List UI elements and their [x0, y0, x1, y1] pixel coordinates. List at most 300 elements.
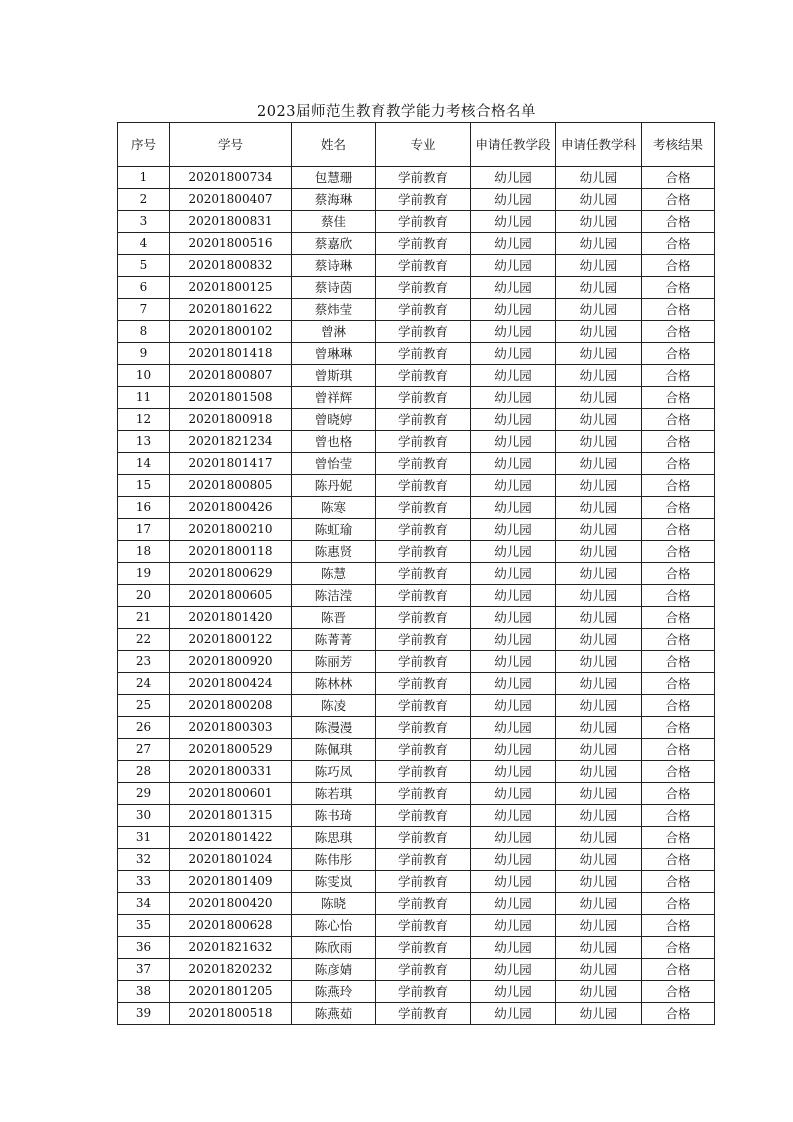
cell-major: 学前教育	[376, 849, 471, 871]
cell-teaching-level: 幼儿园	[471, 409, 556, 431]
col-header-student-id: 学号	[170, 123, 292, 167]
cell-name: 曾晓婷	[292, 409, 376, 431]
cell-index: 14	[118, 453, 170, 475]
cell-name: 陈菁菁	[292, 629, 376, 651]
col-header-name: 姓名	[292, 123, 376, 167]
table-row	[118, 497, 715, 519]
table-row	[118, 321, 715, 343]
cell-index: 6	[118, 277, 170, 299]
cell-teaching-subject: 幼儿园	[556, 695, 642, 717]
cell-teaching-subject: 幼儿园	[556, 607, 642, 629]
cell-student-id: 20201800426	[170, 497, 292, 519]
cell-index: 24	[118, 673, 170, 695]
cell-teaching-subject: 幼儿园	[556, 937, 642, 959]
cell-student-id: 20201800807	[170, 365, 292, 387]
cell-teaching-subject: 幼儿园	[556, 629, 642, 651]
cell-result: 合格	[642, 629, 715, 651]
cell-student-id: 20201801024	[170, 849, 292, 871]
cell-index: 37	[118, 959, 170, 981]
cell-student-id: 20201800920	[170, 651, 292, 673]
cell-student-id: 20201800518	[170, 1003, 292, 1025]
cell-name: 蔡诗茵	[292, 277, 376, 299]
table-row	[118, 849, 715, 871]
cell-student-id: 20201800210	[170, 519, 292, 541]
cell-teaching-level: 幼儿园	[471, 981, 556, 1003]
cell-teaching-subject: 幼儿园	[556, 871, 642, 893]
cell-major: 学前教育	[376, 827, 471, 849]
table-row	[118, 629, 715, 651]
cell-teaching-subject: 幼儿园	[556, 277, 642, 299]
cell-result: 合格	[642, 519, 715, 541]
cell-result: 合格	[642, 937, 715, 959]
cell-teaching-subject: 幼儿园	[556, 893, 642, 915]
table-row	[118, 475, 715, 497]
table-row	[118, 299, 715, 321]
cell-index: 20	[118, 585, 170, 607]
cell-teaching-level: 幼儿园	[471, 453, 556, 475]
cell-result: 合格	[642, 255, 715, 277]
cell-student-id: 20201801409	[170, 871, 292, 893]
table-row	[118, 959, 715, 981]
cell-index: 34	[118, 893, 170, 915]
table-row	[118, 761, 715, 783]
cell-index: 16	[118, 497, 170, 519]
cell-result: 合格	[642, 871, 715, 893]
table-row	[118, 783, 715, 805]
cell-student-id: 20201800629	[170, 563, 292, 585]
table-row	[118, 739, 715, 761]
document-title: 2023届师范生教育教学能力考核合格名单	[257, 104, 536, 120]
cell-teaching-subject: 幼儿园	[556, 585, 642, 607]
cell-teaching-level: 幼儿园	[471, 827, 556, 849]
table-row	[118, 365, 715, 387]
cell-result: 合格	[642, 409, 715, 431]
cell-teaching-subject: 幼儿园	[556, 497, 642, 519]
cell-student-id: 20201800303	[170, 717, 292, 739]
table-row	[118, 541, 715, 563]
cell-name: 陈思琪	[292, 827, 376, 849]
cell-teaching-level: 幼儿园	[471, 519, 556, 541]
cell-index: 12	[118, 409, 170, 431]
cell-result: 合格	[642, 827, 715, 849]
cell-teaching-level: 幼儿园	[471, 761, 556, 783]
cell-index: 28	[118, 761, 170, 783]
cell-major: 学前教育	[376, 783, 471, 805]
cell-index: 31	[118, 827, 170, 849]
cell-result: 合格	[642, 959, 715, 981]
cell-index: 19	[118, 563, 170, 585]
cell-index: 32	[118, 849, 170, 871]
cell-teaching-level: 幼儿园	[471, 871, 556, 893]
cell-major: 学前教育	[376, 321, 471, 343]
cell-student-id: 20201801418	[170, 343, 292, 365]
cell-major: 学前教育	[376, 475, 471, 497]
cell-result: 合格	[642, 277, 715, 299]
table-row	[118, 915, 715, 937]
cell-student-id: 20201821234	[170, 431, 292, 453]
cell-teaching-level: 幼儿园	[471, 607, 556, 629]
cell-major: 学前教育	[376, 1003, 471, 1025]
cell-teaching-subject: 幼儿园	[556, 783, 642, 805]
cell-teaching-subject: 幼儿园	[556, 167, 642, 189]
cell-name: 陈慧	[292, 563, 376, 585]
cell-name: 陈欣雨	[292, 937, 376, 959]
cell-name: 陈丽芳	[292, 651, 376, 673]
table-row	[118, 563, 715, 585]
cell-teaching-level: 幼儿园	[471, 233, 556, 255]
cell-result: 合格	[642, 607, 715, 629]
table-row	[118, 189, 715, 211]
cell-index: 35	[118, 915, 170, 937]
cell-name: 蔡嘉欣	[292, 233, 376, 255]
cell-teaching-subject: 幼儿园	[556, 651, 642, 673]
cell-index: 1	[118, 167, 170, 189]
cell-teaching-subject: 幼儿园	[556, 409, 642, 431]
cell-name: 曾怡莹	[292, 453, 376, 475]
cell-name: 陈彦婧	[292, 959, 376, 981]
cell-index: 4	[118, 233, 170, 255]
table-row	[118, 893, 715, 915]
table-row	[118, 409, 715, 431]
cell-name: 陈林林	[292, 673, 376, 695]
cell-major: 学前教育	[376, 871, 471, 893]
cell-major: 学前教育	[376, 189, 471, 211]
cell-index: 2	[118, 189, 170, 211]
table-row	[118, 233, 715, 255]
cell-name: 曾斯琪	[292, 365, 376, 387]
cell-student-id: 20201800331	[170, 761, 292, 783]
cell-teaching-subject: 幼儿园	[556, 673, 642, 695]
cell-student-id: 20201800529	[170, 739, 292, 761]
cell-student-id: 20201800831	[170, 211, 292, 233]
table-row	[118, 585, 715, 607]
cell-teaching-subject: 幼儿园	[556, 981, 642, 1003]
table-row	[118, 871, 715, 893]
cell-teaching-level: 幼儿园	[471, 739, 556, 761]
cell-major: 学前教育	[376, 673, 471, 695]
cell-index: 29	[118, 783, 170, 805]
cell-name: 蔡海琳	[292, 189, 376, 211]
cell-teaching-level: 幼儿园	[471, 431, 556, 453]
table-row	[118, 607, 715, 629]
cell-result: 合格	[642, 849, 715, 871]
cell-student-id: 20201800628	[170, 915, 292, 937]
cell-teaching-level: 幼儿园	[471, 321, 556, 343]
cell-major: 学前教育	[376, 805, 471, 827]
cell-major: 学前教育	[376, 893, 471, 915]
cell-index: 9	[118, 343, 170, 365]
cell-student-id: 20201800122	[170, 629, 292, 651]
cell-name: 陈洁滢	[292, 585, 376, 607]
table-row	[118, 717, 715, 739]
cell-teaching-level: 幼儿园	[471, 343, 556, 365]
table-row	[118, 167, 715, 189]
cell-result: 合格	[642, 431, 715, 453]
cell-result: 合格	[642, 563, 715, 585]
cell-major: 学前教育	[376, 585, 471, 607]
cell-name: 蔡炜莹	[292, 299, 376, 321]
cell-major: 学前教育	[376, 255, 471, 277]
cell-major: 学前教育	[376, 343, 471, 365]
cell-student-id: 20201800102	[170, 321, 292, 343]
cell-teaching-level: 幼儿园	[471, 673, 556, 695]
cell-name: 包慧珊	[292, 167, 376, 189]
cell-result: 合格	[642, 299, 715, 321]
cell-result: 合格	[642, 497, 715, 519]
cell-student-id: 20201800118	[170, 541, 292, 563]
cell-major: 学前教育	[376, 497, 471, 519]
cell-index: 8	[118, 321, 170, 343]
cell-student-id: 20201821632	[170, 937, 292, 959]
cell-student-id: 20201800605	[170, 585, 292, 607]
cell-result: 合格	[642, 783, 715, 805]
cell-teaching-level: 幼儿园	[471, 497, 556, 519]
cell-index: 7	[118, 299, 170, 321]
cell-major: 学前教育	[376, 695, 471, 717]
table-row	[118, 651, 715, 673]
cell-result: 合格	[642, 1003, 715, 1025]
cell-teaching-subject: 幼儿园	[556, 541, 642, 563]
cell-result: 合格	[642, 541, 715, 563]
cell-index: 15	[118, 475, 170, 497]
cell-teaching-level: 幼儿园	[471, 959, 556, 981]
cell-teaching-subject: 幼儿园	[556, 915, 642, 937]
cell-name: 陈若琪	[292, 783, 376, 805]
cell-teaching-subject: 幼儿园	[556, 453, 642, 475]
cell-name: 曾琳琳	[292, 343, 376, 365]
cell-major: 学前教育	[376, 519, 471, 541]
table-row	[118, 937, 715, 959]
table-row	[118, 1003, 715, 1025]
cell-result: 合格	[642, 915, 715, 937]
cell-index: 23	[118, 651, 170, 673]
cell-index: 33	[118, 871, 170, 893]
cell-index: 13	[118, 431, 170, 453]
cell-result: 合格	[642, 321, 715, 343]
cell-name: 陈佩琪	[292, 739, 376, 761]
cell-index: 38	[118, 981, 170, 1003]
cell-name: 曾祥辉	[292, 387, 376, 409]
cell-result: 合格	[642, 893, 715, 915]
cell-student-id: 20201800424	[170, 673, 292, 695]
cell-teaching-level: 幼儿园	[471, 277, 556, 299]
cell-major: 学前教育	[376, 299, 471, 321]
cell-result: 合格	[642, 673, 715, 695]
cell-index: 5	[118, 255, 170, 277]
cell-teaching-subject: 幼儿园	[556, 299, 642, 321]
cell-name: 陈心怡	[292, 915, 376, 937]
table-row	[118, 695, 715, 717]
cell-student-id: 20201800125	[170, 277, 292, 299]
cell-name: 陈凌	[292, 695, 376, 717]
cell-teaching-subject: 幼儿园	[556, 211, 642, 233]
cell-major: 学前教育	[376, 739, 471, 761]
cell-result: 合格	[642, 365, 715, 387]
cell-student-id: 20201800208	[170, 695, 292, 717]
cell-major: 学前教育	[376, 409, 471, 431]
cell-teaching-level: 幼儿园	[471, 937, 556, 959]
cell-student-id: 20201801622	[170, 299, 292, 321]
cell-teaching-subject: 幼儿园	[556, 849, 642, 871]
col-header-result: 考核结果	[642, 123, 715, 167]
cell-name: 陈虹瑜	[292, 519, 376, 541]
cell-teaching-level: 幼儿园	[471, 563, 556, 585]
cell-name: 曾也格	[292, 431, 376, 453]
table-body	[118, 167, 715, 1025]
table-row	[118, 343, 715, 365]
cell-teaching-level: 幼儿园	[471, 585, 556, 607]
cell-teaching-subject: 幼儿园	[556, 739, 642, 761]
cell-teaching-subject: 幼儿园	[556, 475, 642, 497]
cell-index: 39	[118, 1003, 170, 1025]
cell-major: 学前教育	[376, 981, 471, 1003]
cell-major: 学前教育	[376, 541, 471, 563]
cell-major: 学前教育	[376, 453, 471, 475]
cell-major: 学前教育	[376, 761, 471, 783]
cell-student-id: 20201800734	[170, 167, 292, 189]
cell-student-id: 20201800918	[170, 409, 292, 431]
cell-name: 蔡诗琳	[292, 255, 376, 277]
cell-index: 21	[118, 607, 170, 629]
cell-teaching-level: 幼儿园	[471, 255, 556, 277]
table-row	[118, 387, 715, 409]
cell-teaching-subject: 幼儿园	[556, 387, 642, 409]
cell-name: 陈伟彤	[292, 849, 376, 871]
cell-teaching-level: 幼儿园	[471, 651, 556, 673]
cell-student-id: 20201801508	[170, 387, 292, 409]
cell-result: 合格	[642, 475, 715, 497]
cell-index: 18	[118, 541, 170, 563]
col-header-teaching-level: 申请任教学段	[471, 123, 556, 167]
cell-index: 22	[118, 629, 170, 651]
cell-result: 合格	[642, 695, 715, 717]
cell-index: 17	[118, 519, 170, 541]
cell-teaching-level: 幼儿园	[471, 849, 556, 871]
col-header-index: 序号	[118, 123, 170, 167]
cell-teaching-level: 幼儿园	[471, 475, 556, 497]
cell-index: 26	[118, 717, 170, 739]
cell-teaching-level: 幼儿园	[471, 695, 556, 717]
cell-major: 学前教育	[376, 607, 471, 629]
table-row	[118, 255, 715, 277]
table-row	[118, 519, 715, 541]
cell-name: 陈燕茹	[292, 1003, 376, 1025]
cell-student-id: 20201801422	[170, 827, 292, 849]
cell-teaching-subject: 幼儿园	[556, 233, 642, 255]
cell-teaching-level: 幼儿园	[471, 189, 556, 211]
cell-major: 学前教育	[376, 937, 471, 959]
cell-teaching-subject: 幼儿园	[556, 761, 642, 783]
cell-student-id: 20201800601	[170, 783, 292, 805]
cell-name: 陈巧凤	[292, 761, 376, 783]
cell-teaching-subject: 幼儿园	[556, 717, 642, 739]
cell-student-id: 20201800805	[170, 475, 292, 497]
cell-major: 学前教育	[376, 915, 471, 937]
cell-teaching-level: 幼儿园	[471, 629, 556, 651]
cell-teaching-subject: 幼儿园	[556, 959, 642, 981]
cell-name: 陈书琦	[292, 805, 376, 827]
table-row	[118, 805, 715, 827]
cell-teaching-level: 幼儿园	[471, 783, 556, 805]
cell-teaching-level: 幼儿园	[471, 893, 556, 915]
cell-name: 陈丹妮	[292, 475, 376, 497]
cell-result: 合格	[642, 167, 715, 189]
cell-name: 陈漫漫	[292, 717, 376, 739]
cell-student-id: 20201800407	[170, 189, 292, 211]
cell-teaching-subject: 幼儿园	[556, 519, 642, 541]
cell-major: 学前教育	[376, 211, 471, 233]
col-header-teaching-subject: 申请任教学科	[556, 123, 642, 167]
cell-student-id: 20201820232	[170, 959, 292, 981]
cell-major: 学前教育	[376, 431, 471, 453]
cell-teaching-level: 幼儿园	[471, 1003, 556, 1025]
cell-teaching-level: 幼儿园	[471, 299, 556, 321]
cell-result: 合格	[642, 387, 715, 409]
cell-index: 11	[118, 387, 170, 409]
cell-teaching-subject: 幼儿园	[556, 431, 642, 453]
cell-result: 合格	[642, 981, 715, 1003]
cell-teaching-level: 幼儿园	[471, 211, 556, 233]
cell-name: 陈燕玲	[292, 981, 376, 1003]
cell-result: 合格	[642, 343, 715, 365]
table-row	[118, 431, 715, 453]
header-row	[118, 123, 715, 167]
cell-name: 陈惠贤	[292, 541, 376, 563]
cell-student-id: 20201801205	[170, 981, 292, 1003]
cell-teaching-subject: 幼儿园	[556, 343, 642, 365]
table-row	[118, 827, 715, 849]
cell-teaching-subject: 幼儿园	[556, 563, 642, 585]
cell-result: 合格	[642, 585, 715, 607]
cell-student-id: 20201800832	[170, 255, 292, 277]
table-row	[118, 673, 715, 695]
cell-teaching-subject: 幼儿园	[556, 827, 642, 849]
cell-teaching-subject: 幼儿园	[556, 189, 642, 211]
table-row	[118, 981, 715, 1003]
cell-index: 3	[118, 211, 170, 233]
cell-major: 学前教育	[376, 629, 471, 651]
cell-index: 10	[118, 365, 170, 387]
cell-teaching-level: 幼儿园	[471, 387, 556, 409]
cell-teaching-subject: 幼儿园	[556, 321, 642, 343]
cell-major: 学前教育	[376, 167, 471, 189]
cell-index: 25	[118, 695, 170, 717]
cell-student-id: 20201800516	[170, 233, 292, 255]
cell-student-id: 20201800420	[170, 893, 292, 915]
cell-name: 曾淋	[292, 321, 376, 343]
cell-teaching-level: 幼儿园	[471, 717, 556, 739]
cell-teaching-level: 幼儿园	[471, 365, 556, 387]
cell-major: 学前教育	[376, 717, 471, 739]
cell-result: 合格	[642, 739, 715, 761]
cell-major: 学前教育	[376, 651, 471, 673]
cell-major: 学前教育	[376, 365, 471, 387]
cell-teaching-level: 幼儿园	[471, 167, 556, 189]
cell-teaching-level: 幼儿园	[471, 915, 556, 937]
cell-result: 合格	[642, 233, 715, 255]
cell-student-id: 20201801420	[170, 607, 292, 629]
qualified-list-table	[117, 122, 715, 1025]
cell-result: 合格	[642, 805, 715, 827]
cell-student-id: 20201801315	[170, 805, 292, 827]
cell-result: 合格	[642, 189, 715, 211]
cell-result: 合格	[642, 651, 715, 673]
cell-name: 陈雯岚	[292, 871, 376, 893]
cell-major: 学前教育	[376, 233, 471, 255]
cell-teaching-subject: 幼儿园	[556, 255, 642, 277]
cell-teaching-subject: 幼儿园	[556, 365, 642, 387]
cell-major: 学前教育	[376, 563, 471, 585]
